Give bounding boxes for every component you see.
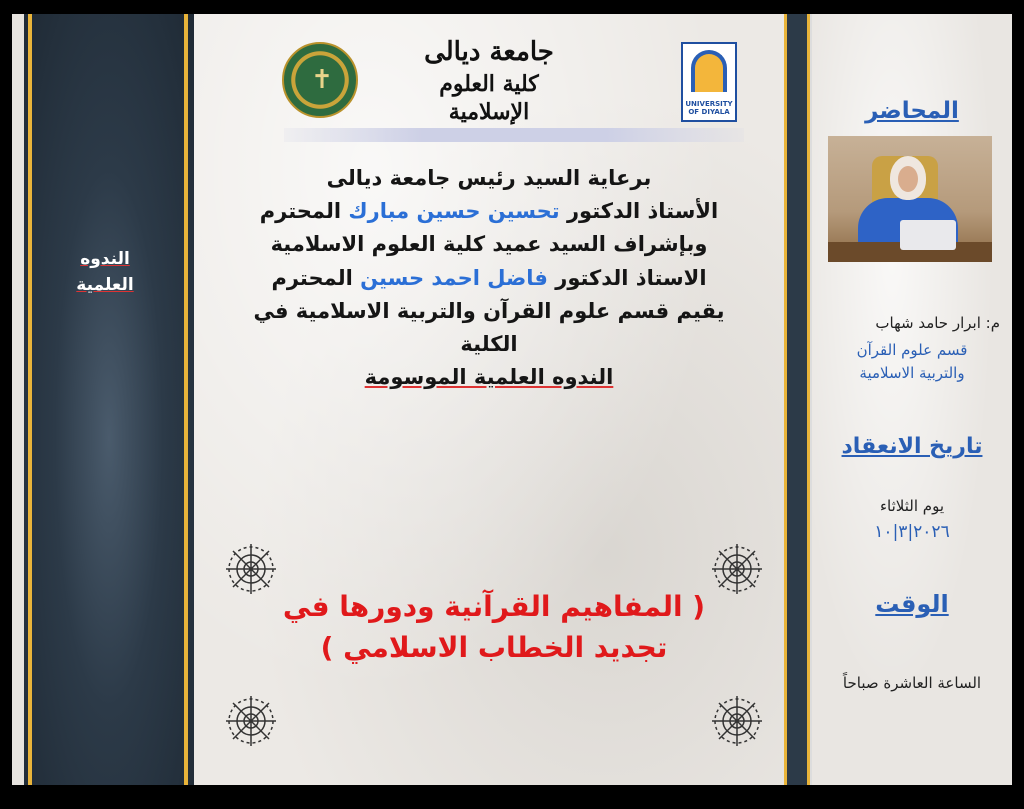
event-date: ٢٠٢٦|٣|١٠ xyxy=(874,522,950,542)
gold-stripe xyxy=(28,14,32,785)
body-line-3: وبإشراف السيد عميد كلية العلوم الاسلامية xyxy=(270,232,708,257)
title-suffix: المحترم xyxy=(271,265,353,290)
event-day: يوم الثلاثاء xyxy=(880,497,944,515)
face-shape xyxy=(898,166,918,192)
date-heading: تاريخ الانعقاد xyxy=(841,434,983,459)
gold-stripe xyxy=(184,14,188,785)
title-prefix: الاستاذ الدكتور xyxy=(555,265,707,290)
body-line-6: الكلية xyxy=(460,331,518,356)
college-seal-logo xyxy=(282,42,358,118)
lecturer-photo xyxy=(828,136,992,262)
left-edge xyxy=(12,14,24,785)
university-calligraphy-logo xyxy=(399,36,579,126)
dept-line-2: والتربية الاسلامية xyxy=(859,364,965,383)
college-logo-text: كلية العلوم الإسلامية xyxy=(439,70,539,126)
poster xyxy=(12,14,1012,785)
lecturer-name: م: ابرار حامد شهاب xyxy=(875,314,1000,332)
left-panel xyxy=(24,14,194,785)
left-title-line2: العلمية xyxy=(76,275,134,296)
rosette-ornament-icon xyxy=(710,694,764,748)
body-line-2 xyxy=(214,195,764,228)
lecturer-heading: المحاضر xyxy=(865,98,959,124)
info-sidebar xyxy=(812,14,1012,785)
dean-name: فاضل احمد حسين xyxy=(360,265,548,290)
dept-line-1: قسم علوم القرآن xyxy=(856,341,968,359)
left-title-line1: الندوه xyxy=(80,249,130,269)
title-prefix: الأستاذ الدكتور xyxy=(566,199,719,224)
book-icon: ✝ xyxy=(311,65,333,95)
rosette-ornament-icon xyxy=(224,694,278,748)
body-line-4 xyxy=(214,262,764,295)
left-panel-title xyxy=(40,246,170,299)
body-line-7: الندوه العلمية الموسومة xyxy=(364,365,614,390)
arch-icon xyxy=(691,50,727,92)
header-divider xyxy=(284,128,744,142)
main-panel xyxy=(194,14,784,785)
university-logo-text: جامعة ديالى xyxy=(424,37,554,67)
topic-line-2: تجديد الخطاب الاسلامي ) xyxy=(320,631,668,665)
sponsorship-text xyxy=(214,162,764,394)
right-border-stripe xyxy=(784,14,812,785)
title-suffix: المحترم xyxy=(259,199,342,224)
seminar-topic xyxy=(234,586,754,669)
diyala-university-logo xyxy=(681,42,737,122)
president-name: تحسين حسين مبارك xyxy=(348,199,560,224)
body-line-1: برعاية السيد رئيس جامعة ديالى xyxy=(326,166,652,190)
body-line-5: يقيم قسم علوم القرآن والتربية الاسلامية في xyxy=(253,298,725,323)
lecturer-department xyxy=(818,339,1006,386)
topic-line-1: ( المفاهيم القرآنية ودورها في xyxy=(282,590,706,623)
right-logo-text: UNIVERSITY OF DIYALA xyxy=(685,100,733,116)
laptop-shape xyxy=(900,220,956,250)
event-time: الساعة العاشرة صباحاً xyxy=(842,674,982,692)
time-heading: الوقت xyxy=(875,590,949,618)
